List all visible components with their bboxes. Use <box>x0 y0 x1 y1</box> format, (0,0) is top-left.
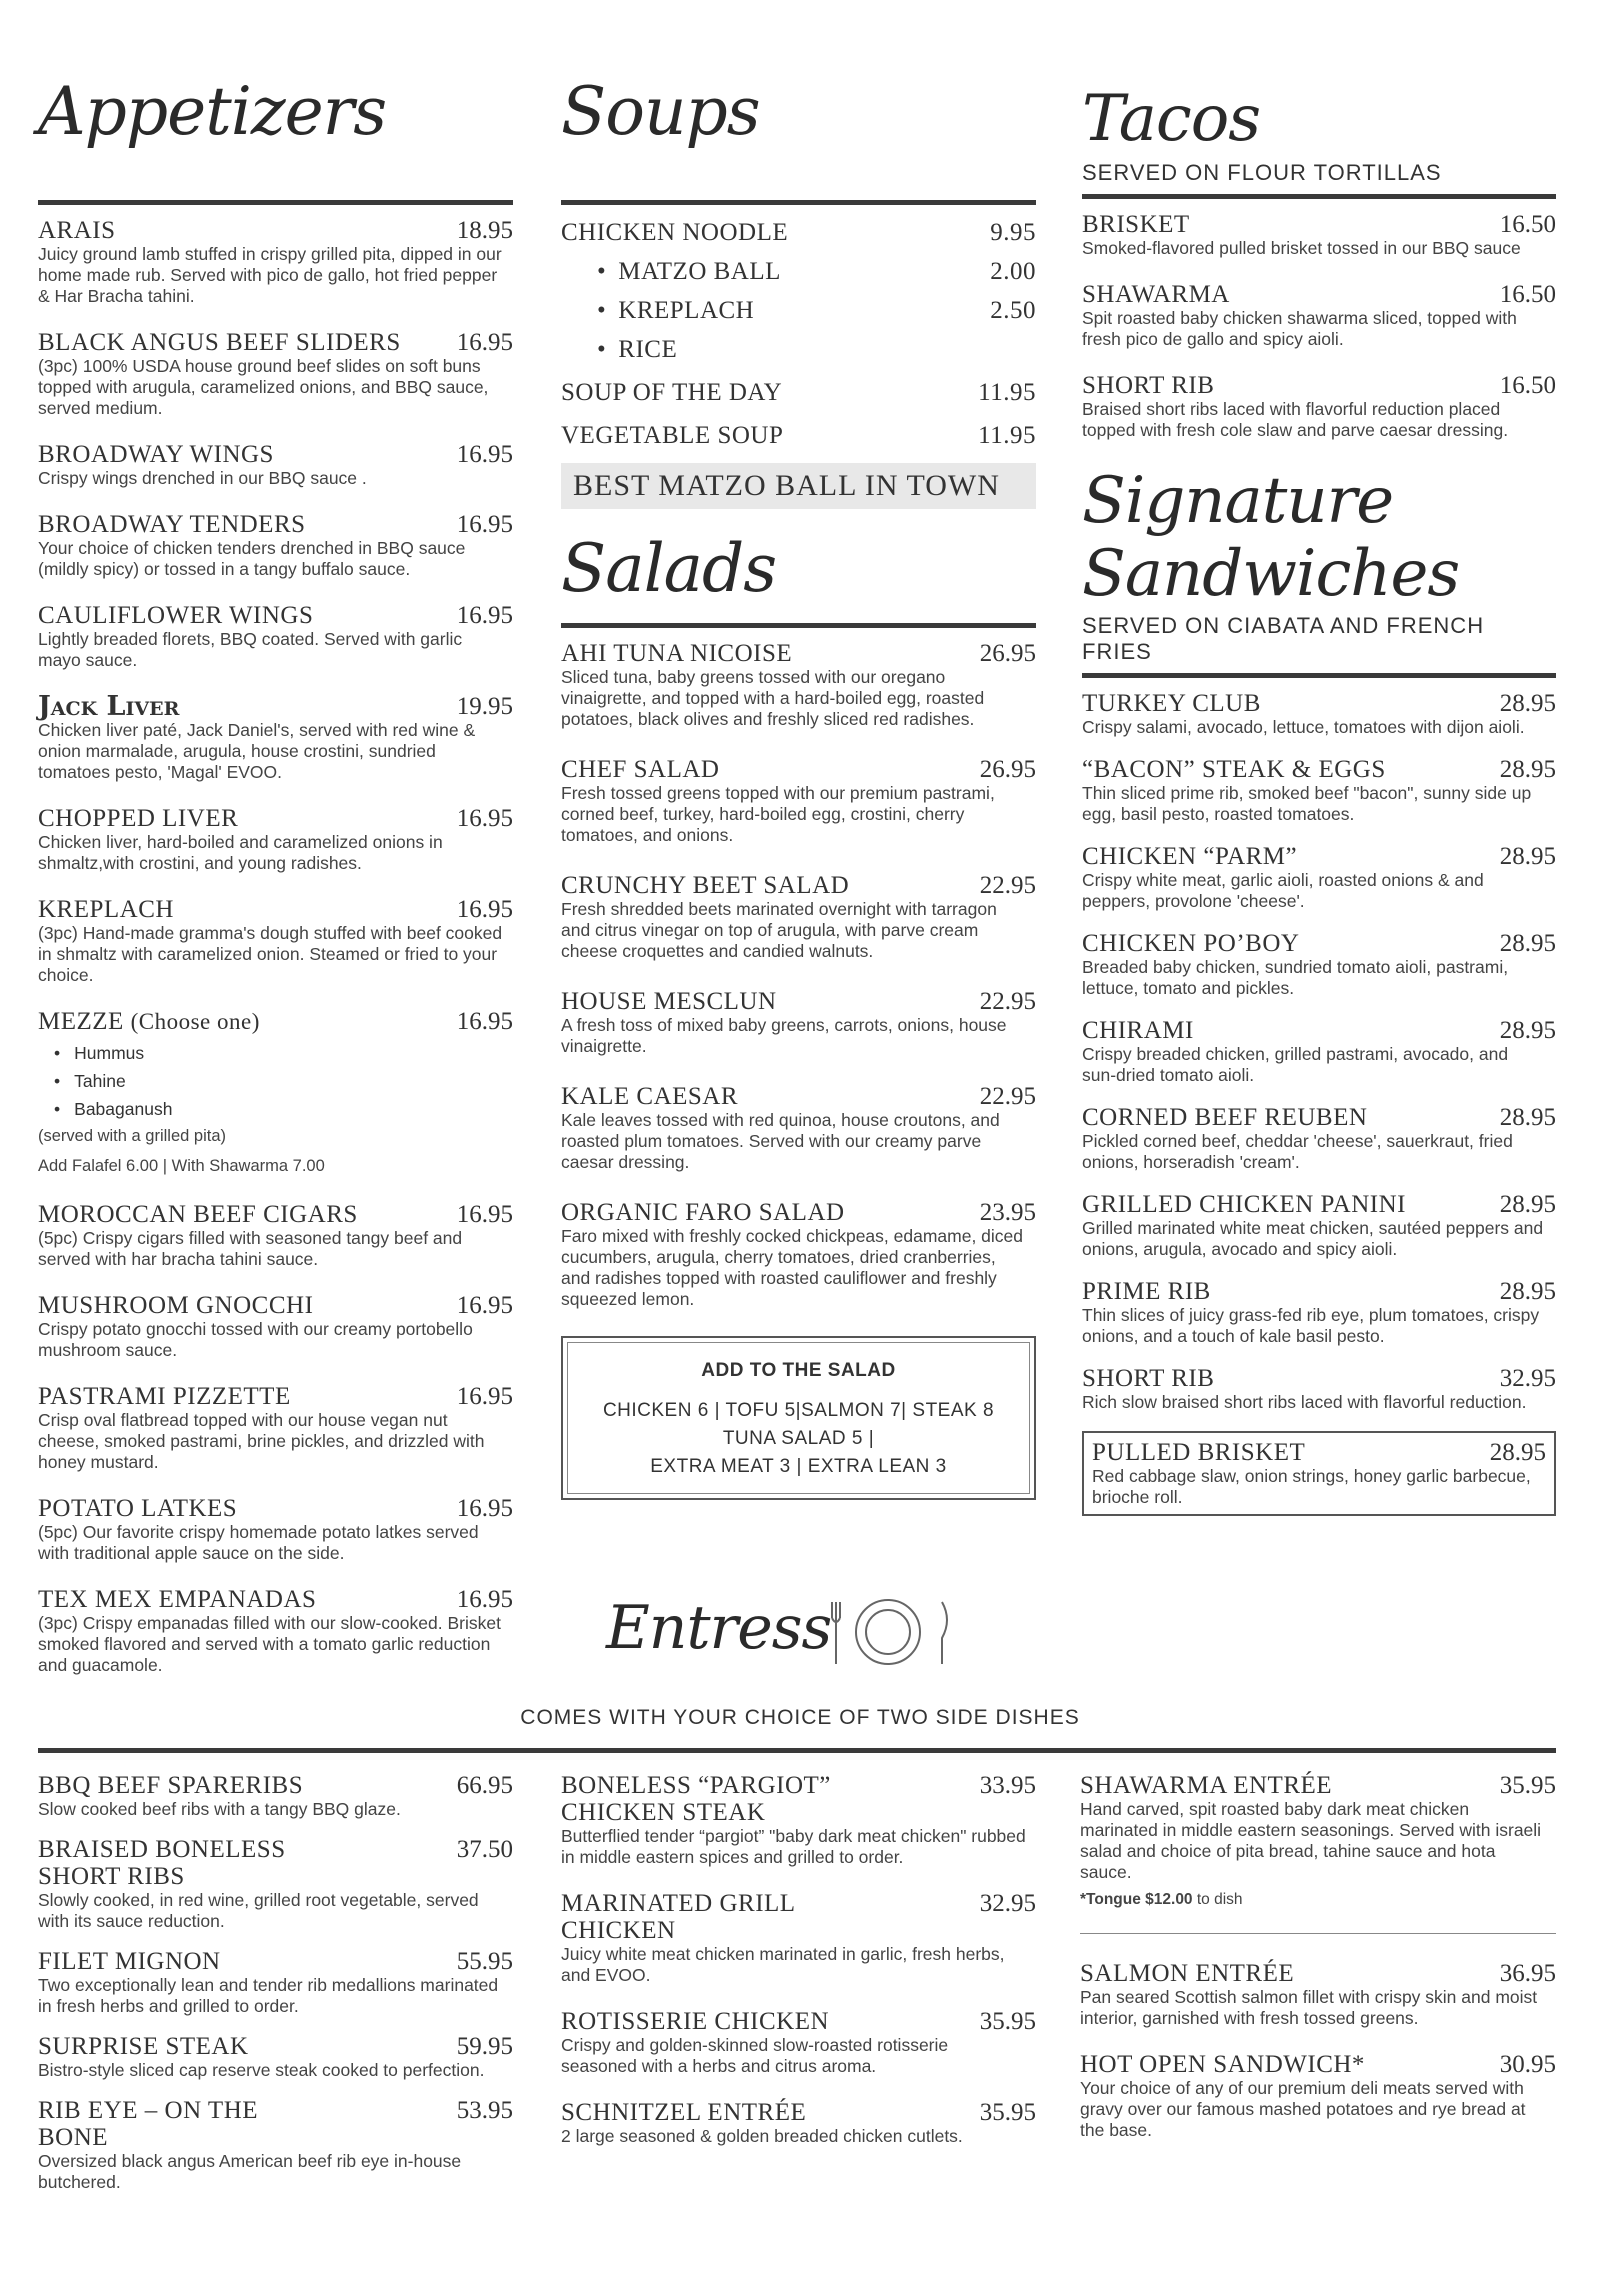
item-price: 28.95 <box>1499 690 1556 717</box>
item-name: SHAWARMA ENTRÉE <box>1080 1772 1333 1799</box>
appetizers-section <box>38 72 513 1698</box>
menu-item <box>1080 1960 1556 2029</box>
soup-option-price: 2.00 <box>990 258 1036 285</box>
menu-item <box>561 988 1036 1057</box>
soup-name: SOUP OF THE DAY <box>561 379 783 406</box>
item-name: SHORT RIB <box>1082 372 1215 399</box>
item-description: Spit roasted baby chicken shawarma sliced, topped with fresh pico de gallo and spicy aioli. <box>1082 308 1517 349</box>
item-price: 16.95 <box>456 329 513 356</box>
soup-item <box>561 379 1036 406</box>
item-name: MARINATED GRILL CHICKEN <box>561 1890 795 1944</box>
item-price: 35.95 <box>979 2099 1036 2126</box>
item-description: Oversized black angus American beef rib eye in-house butchered. <box>38 2151 462 2192</box>
item-name: ARAIS <box>38 217 116 244</box>
menu-item <box>561 2008 1036 2077</box>
item-description: Crisp oval flatbread topped with our house vegan nut cheese, smoked pastrami, brine pickles, and drizzled with honey mustard. <box>38 1410 485 1472</box>
soup-price: 11.95 <box>978 422 1036 449</box>
item-description: Juicy white meat chicken marinated in garlic, fresh herbs, and EVOO. <box>561 1944 1005 1985</box>
tacos-title: Tacos <box>1082 82 1261 156</box>
item-description: (5pc) Our favorite crispy homemade potato latkes served with traditional apple sauce on the side. <box>38 1522 479 1563</box>
tacos-section <box>1082 80 1556 1516</box>
item-description: Juicy ground lamb stuffed in crispy grilled pita, dipped in our home made rub. Served with pico de gallo, hot fried pepper & Har Bracha tahini. <box>38 244 502 306</box>
entrees-list-3 <box>1080 1960 1556 2141</box>
item-price: 23.95 <box>979 1199 1036 1226</box>
item-description: A fresh toss of mixed baby greens, carrots, onions, house vinaigrette. <box>561 1015 1007 1056</box>
item-price: 37.50 <box>456 1836 513 1863</box>
item-name: AHI TUNA NICOISE <box>561 640 793 667</box>
item-price: 28.95 <box>1499 1017 1556 1044</box>
item-name: GRILLED CHICKEN PANINI <box>1082 1191 1406 1218</box>
item-price: 26.95 <box>979 640 1036 667</box>
menu-item <box>38 805 513 874</box>
item-description: Red cabbage slaw, onion strings, honey garlic barbecue, brioche roll. <box>1092 1466 1531 1507</box>
item-name: BONELESS “PARGIOT” CHICKEN STEAK <box>561 1772 831 1826</box>
mezze-option: • Babaganush <box>54 1095 513 1123</box>
add-to-salad-box <box>561 1336 1036 1500</box>
item-price: 33.95 <box>979 1772 1036 1799</box>
item-name: MOROCCAN BEEF CIGARS <box>38 1201 358 1228</box>
soup-price: 9.95 <box>990 219 1036 246</box>
item-price: 59.95 <box>456 2033 513 2060</box>
sandwiches-title-2: Sandwiches <box>1082 537 1460 611</box>
item-name: CHEF SALAD <box>561 756 720 783</box>
item-name: SALMON ENTRÉE <box>1080 1960 1295 1987</box>
soup-option-name: RICE <box>618 336 678 363</box>
item-name: CHIRAMI <box>1082 1017 1194 1044</box>
item-name: MUSHROOM GNOCCHI <box>38 1292 314 1319</box>
item-description: Chicken liver, hard-boiled and caramelized onions in shmaltz,with crostini, and young radishes. <box>38 832 443 873</box>
item-price: 28.95 <box>1489 1439 1546 1466</box>
item-description: Slowly cooked, in red wine, grilled root vegetable, served with its sauce reduction. <box>38 1890 479 1931</box>
item-description: Your choice of any of our premium deli meats served with gravy over our famous mashed potatoes and rye bread at the base. <box>1080 2078 1526 2140</box>
menu-item <box>1082 1278 1556 1347</box>
entrees-header <box>600 1588 1100 1678</box>
menu-item <box>38 896 513 986</box>
item-description: Crispy potato gnocchi tossed with our creamy portobello mushroom sauce. <box>38 1319 473 1360</box>
menu-item <box>38 1201 513 1270</box>
menu-item <box>1082 211 1556 259</box>
item-description: (3pc) 100% USDA house ground beef slides on soft buns topped with arugula, caramelized onions, and BBQ sauce, served medium. <box>38 356 489 418</box>
menu-item <box>1080 1772 1556 1883</box>
item-description: (3pc) Hand-made gramma's dough stuffed with beef cooked in shmaltz with caramelized onion. Steamed or fried to your choice. <box>38 923 503 985</box>
menu-item <box>561 2099 1036 2147</box>
item-price: 28.95 <box>1499 1104 1556 1131</box>
item-name: Jack Liver <box>38 691 180 722</box>
menu-item <box>38 1292 513 1361</box>
item-price: 22.95 <box>979 872 1036 899</box>
add-to-salad-line: EXTRA MEAT 3 | EXTRA LEAN 3 <box>650 1456 947 1477</box>
item-price: 32.95 <box>979 1890 1036 1917</box>
item-description: Sliced tuna, baby greens tossed with our oregano vinaigrette, and topped with a hard-boiled egg, roasted potatoes, black olives and freshly sliced red radishes. <box>561 667 985 729</box>
item-name: KREPLACH <box>38 896 174 923</box>
item-price: 16.95 <box>456 602 513 629</box>
tongue-note-price: *Tongue $12.00 <box>1080 1891 1193 1908</box>
item-name: “BACON” STEAK & EGGS <box>1082 756 1386 783</box>
item-name: FILET MIGNON <box>38 1948 221 1975</box>
menu-item <box>38 329 513 419</box>
appetizers-list-2 <box>38 1201 513 1676</box>
plate-fork-knife-icon <box>826 1588 966 1678</box>
menu-item <box>561 872 1036 962</box>
item-name: ORGANIC FARO SALAD <box>561 1199 845 1226</box>
item-price: 36.95 <box>1499 1960 1556 1987</box>
item-description: Faro mixed with freshly cocked chickpeas, edamame, diced cucumbers, arugula, cherry tomatoes, dried cranberries, and radishes topped with roasted cauliflower and freshly squeezed lemon. <box>561 1226 1024 1309</box>
item-description: Braised short ribs laced with flavorful reduction placed topped with fresh cole slaw and parve caesar dressing. <box>1082 399 1509 440</box>
menu-item <box>38 1772 513 1820</box>
soup-name: CHICKEN NOODLE <box>561 219 789 246</box>
item-name: KALE CAESAR <box>561 1083 739 1110</box>
appetizers-title: Appetizers <box>38 73 387 150</box>
item-price: 16.50 <box>1499 211 1556 238</box>
menu-item <box>38 511 513 580</box>
item-name: CRUNCHY BEET SALAD <box>561 872 850 899</box>
item-description: Your choice of chicken tenders drenched in BBQ sauce (mildly spicy) or tossed in a tangy buffalo sauce. <box>38 538 466 579</box>
entrees-rule <box>38 1748 1556 1753</box>
menu-item <box>38 1383 513 1473</box>
item-price: 55.95 <box>456 1948 513 1975</box>
matzo-banner: BEST MATZO BALL IN TOWN <box>561 463 1036 509</box>
soup-item <box>561 422 1036 449</box>
menu-item <box>38 1836 513 1932</box>
menu-item <box>38 217 513 307</box>
sandwiches-list <box>1082 690 1556 1413</box>
entrees-subtitle: COMES WITH YOUR CHOICE OF TWO SIDE DISHES <box>520 1706 1080 1729</box>
item-name: SURPRISE STEAK <box>38 2033 249 2060</box>
item-name: CORNED BEEF REUBEN <box>1082 1104 1368 1131</box>
salads-title: Salads <box>561 530 777 607</box>
item-description: Butterflied tender “pargiot” "baby dark meat chicken" rubbed in middle eastern spices and grilled to order. <box>561 1826 1026 1867</box>
item-name: SHORT RIB <box>1082 1365 1215 1392</box>
tongue-note <box>1080 1889 1556 1911</box>
item-description: Bistro-style sliced cap reserve steak cooked to perfection. <box>38 2060 485 2080</box>
item-description: Thin sliced prime rib, smoked beef "bacon", sunny side up egg, basil pesto, roasted tomatoes. <box>1082 783 1532 824</box>
menu-item <box>561 1772 1036 1868</box>
item-price: 16.50 <box>1499 281 1556 308</box>
item-description: Grilled marinated white meat chicken, sautéed peppers and onions, arugula, avocado and spicy aioli. <box>1082 1218 1544 1259</box>
item-price: 66.95 <box>456 1772 513 1799</box>
mezze-options <box>54 1039 513 1123</box>
entrees-title: Entress <box>606 1593 832 1663</box>
item-description: (5pc) Crispy cigars filled with seasoned tangy beef and served with har bracha tahini sauce. <box>38 1228 463 1269</box>
item-name: HOT OPEN SANDWICH* <box>1080 2051 1365 2078</box>
item-description: Crispy salami, avocado, lettuce, tomatoes with dijon aioli. <box>1082 717 1525 737</box>
soup-item <box>561 219 1036 246</box>
menu-item <box>38 1495 513 1564</box>
item-price: 16.95 <box>456 441 513 468</box>
item-description: Smoked-flavored pulled brisket tossed in our BBQ sauce <box>1082 238 1521 258</box>
menu-item <box>1082 690 1556 738</box>
menu-item <box>561 1083 1036 1173</box>
mezze-paren: (Choose one) <box>130 1009 260 1034</box>
item-description: Pickled corned beef, cheddar 'cheese', sauerkraut, fried onions, horseradish 'cream'. <box>1082 1131 1513 1172</box>
item-price: 28.95 <box>1499 1278 1556 1305</box>
item-price: 16.95 <box>456 1383 513 1410</box>
divider <box>1080 1933 1556 1934</box>
item-description: Hand carved, spit roasted baby dark meat chicken marinated in middle eastern seasonings. Served with israeli salad and choice of pita bread, tahine sauce and hota sauce. <box>1080 1799 1542 1882</box>
soup-option <box>597 297 1036 324</box>
menu-item <box>561 1890 1036 1986</box>
menu-item <box>1082 1191 1556 1260</box>
item-price: 35.95 <box>1499 1772 1556 1799</box>
item-price: 28.95 <box>1499 843 1556 870</box>
item-description: Thin slices of juicy grass-fed rib eye, plum tomatoes, crispy onions, and a touch of kale basil pesto. <box>1082 1305 1540 1346</box>
item-name: TEX MEX EMPANADAS <box>38 1586 317 1613</box>
menu-item <box>1082 930 1556 999</box>
item-name: PRIME RIB <box>1082 1278 1211 1305</box>
menu-item-mezze <box>38 1008 513 1177</box>
item-description: Rich slow braised short ribs laced with flavorful reduction. <box>1082 1392 1527 1412</box>
item-description: Lightly breaded florets, BBQ coated. Served with garlic mayo sauce. <box>38 629 463 670</box>
entrees-list-1 <box>38 1772 513 2193</box>
mezze-option: • Hummus <box>54 1039 513 1067</box>
entrees-list-2 <box>561 1772 1036 2147</box>
item-price: 28.95 <box>1499 1191 1556 1218</box>
item-price: 35.95 <box>979 2008 1036 2035</box>
soups-title: Soups <box>561 73 760 150</box>
soup-option <box>597 258 1036 285</box>
item-description: Crispy and golden-skinned slow-roasted rotisserie seasoned with a herbs and citrus aroma. <box>561 2035 949 2076</box>
item-price: 26.95 <box>979 756 1036 783</box>
entrees-column-3 <box>1080 1772 1556 2163</box>
menu-item <box>561 1199 1036 1310</box>
salads-list <box>561 640 1036 1310</box>
item-description: Fresh tossed greens topped with our premium pastrami, corned beef, turkey, hard-boiled egg, crostini, cherry tomatoes, and onions. <box>561 783 995 845</box>
item-description: (3pc) Crispy empanadas filled with our slow-cooked. Brisket smoked flavored and served with a tomato garlic reduction and guacamole. <box>38 1613 501 1675</box>
add-to-salad-title: ADD TO THE SALAD <box>701 1360 896 1381</box>
tacos-rule <box>1082 194 1556 199</box>
item-name: CHICKEN PO’BOY <box>1082 930 1300 957</box>
item-name: TURKEY CLUB <box>1082 690 1261 717</box>
menu-item <box>1082 281 1556 350</box>
item-price: 18.95 <box>456 217 513 244</box>
item-price: 22.95 <box>979 1083 1036 1110</box>
menu-item <box>1082 756 1556 825</box>
item-name: SHAWARMA <box>1082 281 1230 308</box>
item-description: Fresh shredded beets marinated overnight with tarragon and citrus vinegar on top of arugula, with parve cream cheese croquettes and candied walnuts. <box>561 899 997 961</box>
mezze-name: MEZZE <box>38 1008 124 1035</box>
item-price: 16.95 <box>456 1201 513 1228</box>
item-description: Crispy breaded chicken, grilled pastrami, avocado, and sun-dried tomato aioli. <box>1082 1044 1509 1085</box>
item-description: Chicken liver paté, Jack Daniel's, served with red wine & onion marmalade, arugula, house crostini, sundried tomatoes pesto, 'Magal' EVOO. <box>38 720 476 782</box>
item-name: HOUSE MESCLUN <box>561 988 777 1015</box>
item-name: RIB EYE – ON THE BONE <box>38 2097 259 2151</box>
item-description: Crispy wings drenched in our BBQ sauce . <box>38 468 367 488</box>
appetizers-rule <box>38 200 513 205</box>
menu-item <box>561 640 1036 730</box>
appetizers-list <box>38 217 513 986</box>
item-price: 28.95 <box>1499 930 1556 957</box>
pulled-brisket-box <box>1082 1431 1556 1516</box>
item-price: 30.95 <box>1499 2051 1556 2078</box>
soup-name: VEGETABLE SOUP <box>561 422 784 449</box>
item-name: CAULIFLOWER WINGS <box>38 602 314 629</box>
item-price: 16.95 <box>456 896 513 923</box>
menu-item <box>38 441 513 489</box>
tacos-list <box>1082 211 1556 441</box>
soup-option-name: KREPLACH <box>618 297 755 324</box>
item-description: Two exceptionally lean and tender rib medallions marinated in fresh herbs and grilled to order. <box>38 1975 499 2016</box>
menu-item <box>38 693 513 783</box>
menu-item <box>1082 1017 1556 1086</box>
menu-item <box>561 756 1036 846</box>
menu-item <box>1082 372 1556 441</box>
menu-item <box>38 2097 513 2193</box>
mezze-option: • Tahine <box>54 1067 513 1095</box>
add-to-salad-line: TUNA SALAD 5 | <box>722 1428 875 1449</box>
item-price: 28.95 <box>1499 756 1556 783</box>
item-name: SCHNITZEL ENTRÉE <box>561 2099 807 2126</box>
item-price: 16.95 <box>456 1586 513 1613</box>
sandwiches-subtitle: SERVED ON CIABATA AND FRENCH FRIES <box>1082 613 1485 664</box>
item-description: Pan seared Scottish salmon fillet with crispy skin and moist interior, garnished with fresh tossed greens. <box>1080 1987 1538 2028</box>
mezze-addons: Add Falafel 6.00 | With Shawarma 7.00 <box>38 1157 325 1175</box>
item-name: PULLED BRISKET <box>1092 1439 1306 1466</box>
menu-item <box>1082 843 1556 912</box>
menu-item <box>1080 2051 1556 2141</box>
menu-item <box>1082 1365 1556 1413</box>
item-name: PASTRAMI PIZZETTE <box>38 1383 291 1410</box>
tongue-note-text: to dish <box>1192 1891 1243 1908</box>
item-price: 19.95 <box>456 693 513 720</box>
mezze-price: 16.95 <box>456 1008 513 1035</box>
item-description: Crispy white meat, garlic aioli, roasted onions & and peppers, provolone 'cheese'. <box>1082 870 1484 911</box>
item-name: BROADWAY TENDERS <box>38 511 306 538</box>
item-description: Slow cooked beef ribs with a tangy BBQ glaze. <box>38 1799 401 1819</box>
item-price: 22.95 <box>979 988 1036 1015</box>
soup-option-price: 2.50 <box>990 297 1036 324</box>
item-price: 16.95 <box>456 511 513 538</box>
mezze-note: (served with a grilled pita) <box>38 1127 226 1145</box>
item-name: BLACK ANGUS BEEF SLIDERS <box>38 329 401 356</box>
item-price: 16.95 <box>456 1292 513 1319</box>
soup-price: 11.95 <box>978 379 1036 406</box>
menu-item <box>38 1948 513 2017</box>
item-price: 32.95 <box>1499 1365 1556 1392</box>
item-description: Breaded baby chicken, sundried tomato aioli, pastrami, lettuce, tomato and pickles. <box>1082 957 1509 998</box>
item-description: Kale leaves tossed with red quinoa, house croutons, and roasted plum tomatoes. Served with our creamy parve caesar dressing. <box>561 1110 1000 1172</box>
item-name: BBQ BEEF SPARERIBS <box>38 1772 304 1799</box>
sandwiches-rule <box>1082 673 1556 678</box>
item-name: POTATO LATKES <box>38 1495 238 1522</box>
soup-option <box>597 336 1036 363</box>
entrees-column-2 <box>561 1772 1036 2169</box>
menu-item <box>1082 1104 1556 1173</box>
tacos-subtitle: SERVED ON FLOUR TORTILLAS <box>1082 160 1442 185</box>
item-price: 53.95 <box>456 2097 513 2124</box>
salads-rule <box>561 623 1036 628</box>
item-name: BROADWAY WINGS <box>38 441 274 468</box>
menu-item <box>38 2033 513 2081</box>
menu-item <box>38 602 513 671</box>
item-price: 16.95 <box>456 805 513 832</box>
item-name: ROTISSERIE CHICKEN <box>561 2008 830 2035</box>
item-name: BRISKET <box>1082 211 1190 238</box>
soups-rule <box>561 200 1036 205</box>
item-description: 2 large seasoned & golden breaded chicken cutlets. <box>561 2126 963 2146</box>
item-name: CHICKEN “PARM” <box>1082 843 1298 870</box>
item-name: BRAISED BONELESS SHORT RIBS <box>38 1836 286 1890</box>
soup-option-name: MATZO BALL <box>618 258 781 285</box>
item-price: 16.50 <box>1499 372 1556 399</box>
add-to-salad-line: CHICKEN 6 | TOFU 5|SALMON 7| STEAK 8 <box>602 1400 995 1421</box>
menu-item <box>38 1586 513 1676</box>
sandwiches-title-1: Signature <box>1082 464 1394 538</box>
item-price: 16.95 <box>456 1495 513 1522</box>
menu-item <box>1092 1439 1546 1508</box>
item-name: CHOPPED LIVER <box>38 805 239 832</box>
entrees-column-1 <box>38 1772 513 2209</box>
soups-section <box>561 72 1036 1500</box>
